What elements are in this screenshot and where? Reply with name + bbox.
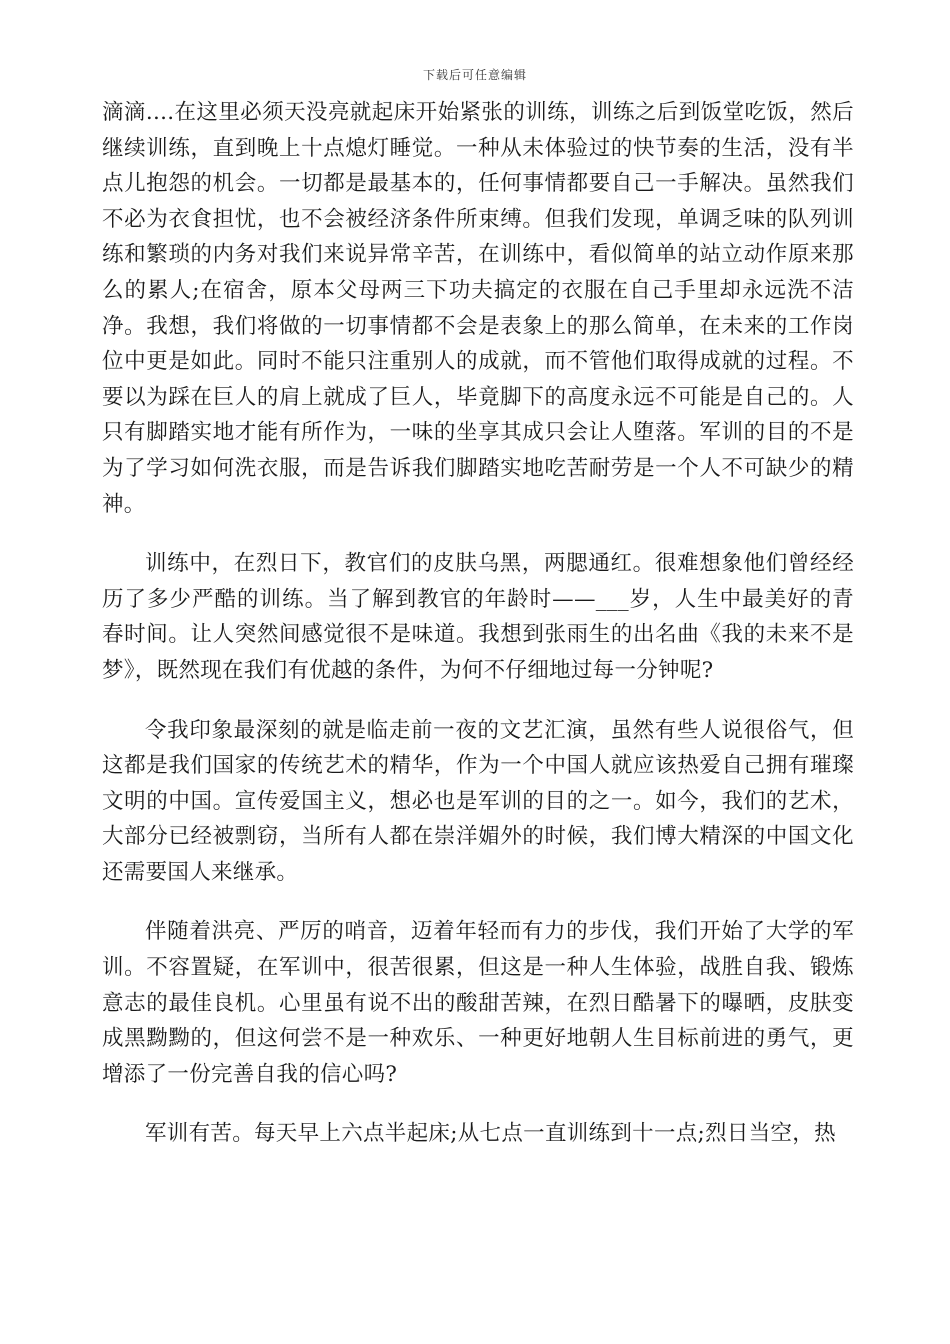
page-header: 下载后可任意编辑: [422, 68, 527, 82]
paragraph-2: 训练中，在烈日下，教官们的皮肤乌黑，两腮通红。很难想象他们曾经经历了多少严酷的训练。当了解到教官的年龄时——___岁，人生中最美好的青春时间。让人突然间感觉很不是味道。我想到张雨生的出名曲《我的未来不是梦》，既然现在我们有优越的条件，为何不仔细地过每一分钟呢?: [102, 551, 854, 683]
paragraph-5: 军训有苦。每天早上六点半起床;从七点一直训练到十一点;烈日当空，热: [145, 1121, 836, 1147]
paragraph-4: 伴随着洪亮、严厉的哨音，迈着年轻而有力的步伐，我们开始了大学的军训。不容置疑，在军训中，很苦很累，但这是一种人生体验，战胜自我、锻炼意志的最佳良机。心里虽有说不出的酸甜苦辣，在烈日酷暑下的曝晒，皮肤变成黑黝黝的，但这何尝不是一种欢乐、一种更好地朝人生目标前进的勇气，更增添了一份完善自我的信心吗?: [102, 919, 854, 1087]
document-body: [102, 95, 854, 1152]
paragraph-3: 令我印象最深刻的就是临走前一夜的文艺汇演，虽然有些人说很俗气，但这都是我们国家的传统艺术的精华，作为一个中国人就应该热爱自己拥有璀璨文明的中国。宣传爱国主义，想必也是军训的目的之一。如今，我们的艺术，大部分已经被剽窃，当所有人都在崇洋媚外的时候，我们博大精深的中国文化还需要国人来继承。: [102, 717, 854, 885]
paragraph-1: 滴滴....在这里必须天没亮就起床开始紧张的训练，训练之后到饭堂吃饭，然后继续训练，直到晚上十点熄灯睡觉。一种从未体验过的快节奏的生活，没有半点儿抱怨的机会。一切都是最基本的，任何事情都要自己一手解决。虽然我们不必为衣食担忧，也不会被经济条件所束缚。但我们发现，单调乏味的队列训练和繁琐的内务对我们来说异常辛苦，在训练中，看似简单的站立动作原来那么的累人;在宿舍，原本父母两三下功夫搞定的衣服在自己手里却永远洗不洁净。我想，我们将做的一切事情都不会是表象上的那么简单，在未来的工作岗位中更是如此。同时不能只注重别人的成就，而不管他们取得成就的过程。不要以为踩在巨人的肩上就成了巨人，毕竟脚下的高度永远不可能是自己的。人只有脚踏实地才能有所作为，一味的坐享其成只会让人堕落。军训的目的不是为了学习如何洗衣服，而是告诉我们脚踏实地吃苦耐劳是一个人不可缺少的精神。: [102, 100, 854, 517]
